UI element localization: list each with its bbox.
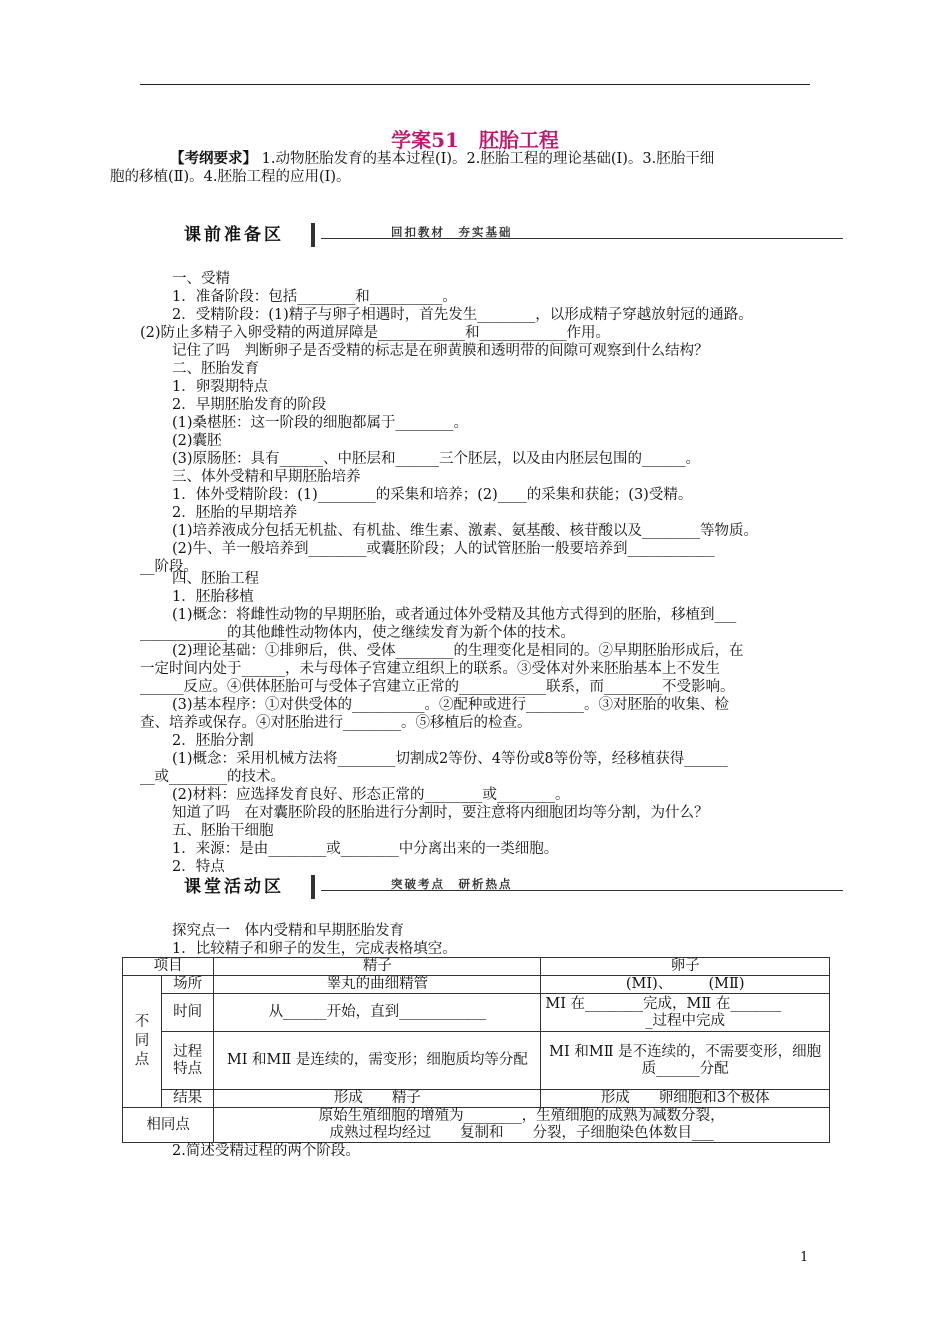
same-content: [214, 1108, 830, 1143]
section2-line: (1)概念：采用机械方法将________切割成2等份、4等份或8等份等，经移植获得______: [172, 751, 728, 767]
section1-line: (2)牛、羊一般培养到________或囊胚阶段；人的试管胚胎一般要培养到____________: [172, 541, 715, 557]
banner-prep-rule: [321, 238, 843, 239]
top-rule: [140, 84, 810, 85]
after-table: [140, 1142, 812, 1160]
banner-class-sub: 突破考点 研析热点: [391, 877, 513, 891]
section1-line: (3)原肠胚：具有______、中胚层和______三个胚层，以及由内胚层包围的______。: [172, 451, 701, 467]
section2-line: 四、胚胎工程: [172, 571, 259, 587]
section2-line: 知道了吗 在对囊胚阶段的胚胎进行分割时，要注意将内细胞团均等分割，为什么？: [172, 805, 709, 821]
section2-line: 1．胚胎移植: [172, 589, 254, 605]
section2-line: ____________的其他雌性动物体内，使之继续发育为新个体的技术。: [140, 625, 575, 641]
section1-line: (1)桑椹胚：这一阶段的细胞都属于________。: [172, 415, 469, 431]
section2-line: 2．特点: [172, 859, 225, 875]
section1-line: 2．受精阶段：(1)精子与卵子相遇时，首先发生________，以形成精子穿越放射冠的通路。: [172, 307, 753, 323]
section1-line: 二、胚胎发育: [172, 361, 259, 377]
row-time-egg: [541, 994, 830, 1032]
section-explore: [140, 922, 812, 958]
section1-line: 三、体外受精和早期胚胎培养: [172, 469, 361, 485]
section3-line: 1．比较精子和卵子的发生，完成表格填空。: [172, 941, 457, 957]
row-process-sperm: MⅠ 和MⅡ 是连续的，需变形；细胞质均等分配: [214, 1032, 541, 1090]
section1-line: __阶段。: [140, 559, 198, 575]
th-egg: 卵子: [541, 958, 830, 976]
comparison-table: [122, 957, 830, 1143]
section2-line: 2．胚胎分割: [172, 733, 254, 749]
banner-class-label: 课堂活动区: [184, 877, 284, 897]
row-result-label: 结果: [162, 1090, 214, 1108]
row-result-sperm: 形成 精子: [214, 1090, 541, 1108]
row-time-egg-a: MⅠ 在________完成，MⅡ 在_______: [545, 995, 782, 1012]
same-line-a: 原始生殖细胞的增殖为________，生殖细胞的成熟为减数分裂，: [318, 1108, 725, 1124]
section2-line: 1．来源：是由________或________中分离出来的一类细胞。: [172, 841, 559, 857]
section1-line: 2．胚胎的早期培养: [172, 505, 298, 521]
section2-line: (2)理论基础：①排卵后，供、受体________的生理变化是相同的。②早期胚胎形成后，在: [172, 643, 744, 659]
banner-class-divider: [311, 875, 315, 899]
requirements-text-2: 胞的移植(Ⅱ)。4.胚胎工程的应用(Ⅰ)。: [110, 169, 351, 185]
after-table-line: 2.简述受精过程的两个阶段。: [172, 1143, 360, 1159]
row-process-egg: MⅠ 和MⅡ 是不连续的，不需要变形，细胞质______分配: [541, 1032, 830, 1090]
section1-line: 1．准备阶段：包括________和__________。: [172, 289, 457, 305]
section-prep: [140, 270, 812, 576]
row-process-label: 过程 特点: [162, 1032, 214, 1090]
banner-class: [176, 874, 844, 902]
section2-line: (2)材料：应选择发育良好、形态正常的________或________。: [172, 787, 570, 803]
section1-line: (2)囊胚: [172, 433, 222, 449]
banner-class-rule: [321, 890, 843, 891]
section3-line: 探究点一 体内受精和早期胚胎发育: [172, 923, 404, 939]
banner-prep-sub: 回扣教材 夯实基础: [391, 225, 513, 239]
banner-prep-divider: [311, 223, 315, 247]
th-sperm: 精子: [214, 958, 541, 976]
row-time-sperm: 从______开始，直到____________: [214, 994, 541, 1032]
row-place-sperm: 睾丸的曲细精管: [214, 976, 541, 994]
section1-line: 1．卵裂期特点: [172, 379, 269, 395]
requirements-label: 【考纲要求】: [170, 150, 257, 167]
section2-line: 五、胚胎干细胞: [172, 823, 274, 839]
section1-line: (1)培养液成分包括无机盐、有机盐、维生素、激素、氨基酸、核苷酸以及________等物质。: [172, 523, 759, 539]
page-title: 学案51 胚胎工程: [391, 128, 559, 152]
row-place-egg: (MⅠ)、 (MⅡ): [541, 976, 830, 994]
section2-line: 一定时间内处于______，未与母体子宫建立组织上的联系。③受体对外来胚胎基本上不发生: [140, 661, 720, 677]
row-result-egg: 形成 卵细胞和3个极体: [541, 1090, 830, 1108]
section1-line: 1．体外受精阶段：(1)________的采集和培养；(2)____的采集和获能；(3)受精。: [172, 487, 693, 503]
row-time-egg-b: _过程中完成: [645, 1012, 726, 1029]
section2-line: ______反应。④供体胚胎可与受体子宫建立正常的____________联系，而________不受影响。: [140, 679, 735, 695]
row-place-label: 场所: [162, 976, 214, 994]
section1-line: 一、受精: [172, 271, 230, 287]
section1-line: 记住了吗 判断卵子是否受精的标志是在卵黄膜和透明带的间隙可观察到什么结构？: [172, 343, 709, 359]
section-engineering: [140, 570, 812, 876]
th-item: 项目: [123, 958, 214, 976]
section2-line: __或________的技术。: [140, 769, 285, 785]
section2-line: (3)基本程序：①对供受体的__________。②配种或进行________。③对胚胎的收集、检: [172, 697, 730, 713]
requirements: [110, 150, 812, 186]
same-label: 相同点: [123, 1108, 214, 1143]
page-number: 1: [800, 1250, 809, 1265]
diff-label: 不 同 点: [123, 976, 162, 1108]
banner-prep-label: 课前准备区: [184, 225, 284, 245]
section2-line: (1)概念：将雌性动物的早期胚胎，或者通过体外受精及其他方式得到的胚胎，移植到___: [172, 607, 737, 623]
row-time-label: 时间: [162, 994, 214, 1032]
requirements-text: 1.动物胚胎发育的基本过程(Ⅰ)。2.胚胎工程的理论基础(Ⅰ)。3.胚胎干细: [257, 151, 715, 167]
banner-prep: [176, 222, 844, 250]
section1-line: (2)防止多精子入卵受精的两道屏障是____________和____________作用。: [140, 325, 611, 341]
section2-line: 查、培养或保存。④对胚胎进行________。⑤移植后的检查。: [140, 715, 532, 731]
same-line-b: 成熟过程均经过 复制和 分裂，子细胞染色体数目___: [329, 1125, 714, 1141]
section1-line: 2．早期胚胎发育的阶段: [172, 397, 327, 413]
